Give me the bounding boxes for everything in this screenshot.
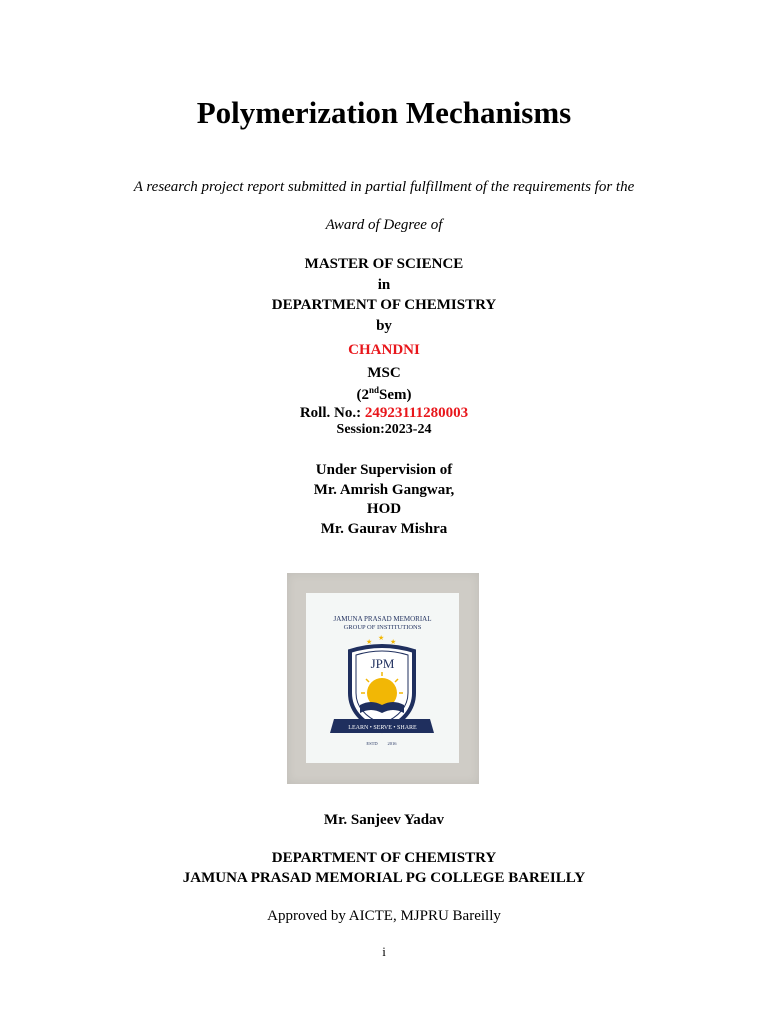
college-logo-frame [287, 573, 479, 784]
approval-text: Approved by AICTE, MJPRU Bareilly [267, 908, 501, 924]
roll-number: 24923111280003 [364, 405, 469, 421]
subtitle-line-2: Award of Degree of [325, 217, 443, 233]
supervision-label: Under Supervision of [315, 462, 453, 478]
college-name: JAMUNA PRASAD MEMORIAL PG COLLEGE BAREILLY [182, 870, 586, 886]
semester-open: (2 [356, 387, 369, 403]
logo-initials: JPM [370, 656, 395, 671]
supervisor-1: Mr. Amrish Gangwar, [313, 482, 455, 498]
roll-label: Roll. No.: [299, 405, 365, 421]
college-logo [306, 593, 459, 763]
supervisor-2: Mr. Gaurav Mishra [320, 521, 448, 537]
logo-org-line-2: GROUP OF INSTITUTIONS [343, 624, 422, 631]
semester-sup: nd [368, 385, 379, 395]
session: Session:2023-24 [336, 422, 432, 437]
degree-name: MASTER OF SCIENCE [304, 256, 464, 272]
jpm-crest-icon [306, 593, 459, 763]
footer-department: DEPARTMENT OF CHEMISTRY [271, 850, 497, 866]
logo-org-line-1: JAMUNA PRASAD MEMORIAL [333, 615, 432, 623]
signatory-name: Mr. Sanjeev Yadav [323, 812, 445, 828]
in-label: in [377, 277, 391, 293]
program-name: MSC [367, 365, 401, 381]
department-name: DEPARTMENT OF CHEMISTRY [271, 297, 497, 313]
roll-number-line [0, 405, 768, 422]
logo-estd-year: 2016 [387, 741, 397, 746]
by-label: by [376, 318, 392, 334]
svg-text:★: ★ [366, 638, 373, 646]
document-title: Polymerization Mechanisms [196, 95, 572, 130]
supervisor-1-role: HOD [366, 501, 402, 517]
svg-text:★: ★ [390, 638, 397, 646]
student-name: CHANDNI [348, 342, 420, 358]
subtitle-line-1: A research project report submitted in partial fulfillment of the requirements for the [133, 179, 635, 195]
page-number: i [382, 944, 386, 959]
logo-motto: LEARN • SERVE • SHARE [348, 725, 417, 731]
logo-estd-label: ESTD [366, 741, 378, 746]
semester-close: Sem) [379, 387, 412, 403]
semester [0, 385, 768, 404]
svg-text:★: ★ [378, 634, 385, 642]
